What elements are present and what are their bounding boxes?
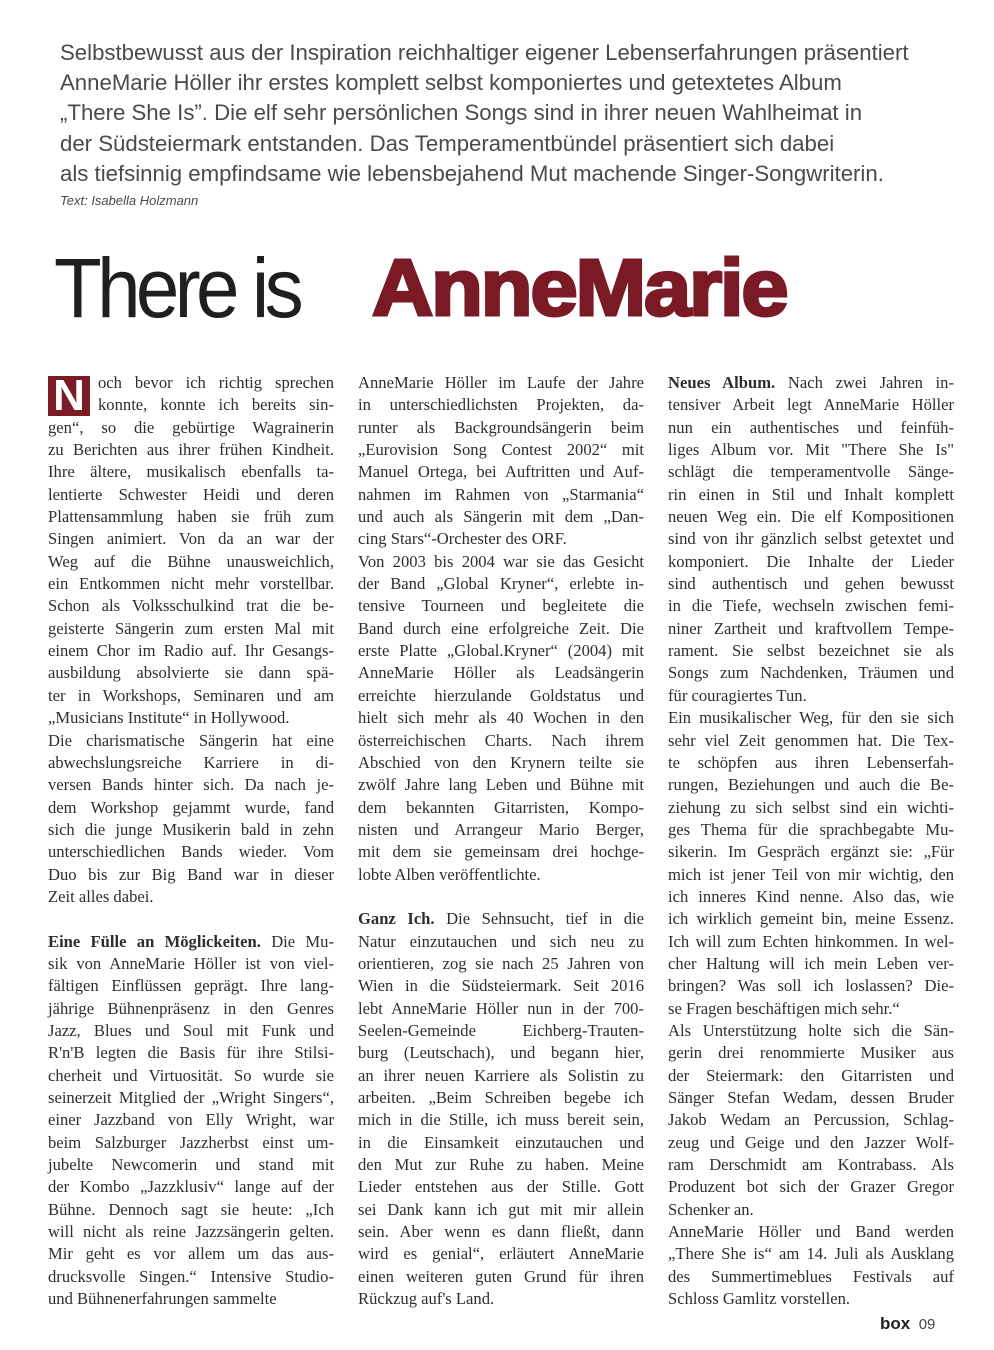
article-text: Nach zwei Jahren in- <box>787 373 954 392</box>
article-line: jährige Bühnenpräsenz in den Genres <box>48 998 334 1018</box>
article-line: mit dem sie gemeinsam drei hochge- <box>358 842 644 862</box>
article-line: ges Thema für die sprachbegabte Mu- <box>668 819 954 839</box>
article-line: cher Haltung will ich mein Leben ver- <box>668 953 954 973</box>
article-line: Seelen-Gemeinde Eichberg-Trauten- <box>358 1020 644 1040</box>
article-line: cing Stars“-Orchester des ORF. <box>358 529 567 549</box>
article-line <box>358 908 644 930</box>
section-heading: Neues Album. <box>668 373 776 392</box>
article-line: zu Berichten aus ihrer frühen Kindheit. <box>48 440 334 460</box>
article-line: „There She is“ am 14. Juli als Ausklang <box>668 1244 954 1264</box>
article-line: seinerzeit Mitglied der „Wright Singers“, <box>48 1088 334 1107</box>
article-line: sik von AnneMarie Höller ist von viel- <box>48 953 334 973</box>
article-line: dem Workshop gejammt wurde, fand <box>48 797 334 817</box>
page-footer <box>880 1314 935 1334</box>
article-line: nisten und Arrangeur Mario Berger, <box>358 819 644 839</box>
page-number: 09 <box>918 1316 936 1333</box>
article-line: ziehung zu sich selbst sind ein wichti- <box>668 797 954 817</box>
article-line: sich die junge Musikerin bald in zehn <box>48 819 334 839</box>
article-line <box>668 372 954 394</box>
magazine-logo: box <box>880 1314 911 1333</box>
article-line: in die Einsamkeit einzutauchen und <box>358 1132 644 1152</box>
article-column-1 <box>48 372 334 1310</box>
article-line: Mir geht es vor allem um das aus- <box>48 1244 334 1264</box>
article-line: Songs zum Nachdenken, Träumen und <box>668 663 954 683</box>
article-line: sei Dank kann ich gut mit mir allein <box>358 1199 644 1219</box>
article-line: och bevor ich richtig sprechen <box>98 373 334 392</box>
intro-line: „There She Is”. Die elf sehr persönlichen Songs sind in ihrer neuen Wahlheimat in <box>60 100 863 126</box>
article-line: runter als Backgroundsängerin beim <box>358 417 644 437</box>
paragraph-gap <box>48 908 334 930</box>
article-line: ein Entkommen nicht mehr vorstellbar. <box>48 574 334 594</box>
article-line: Schenker an. <box>668 1199 754 1219</box>
article-line: schlägt die temperamentvolle Sänge- <box>668 462 954 482</box>
author-credit: Text: Isabella Holzmann <box>60 193 199 208</box>
article-line: Als Unterstützung holte sich die Sän- <box>668 1020 954 1040</box>
intro-paragraph <box>60 38 960 189</box>
headline-light: There is <box>54 241 299 335</box>
article-line: orientieren, zog sie nach 25 Jahren von <box>358 953 644 973</box>
article-line: Ihre ältere, musikalisch ebenfalls ta- <box>48 462 334 482</box>
article-text: Die Mu- <box>271 931 335 951</box>
article-line: „Eurovision Song Contest 2002“ mit <box>358 440 644 460</box>
article-line: sikerin. Im Gespräch ergänzt sie: „Für <box>668 842 954 862</box>
article-line: Abschied von den Krynern teilte sie <box>358 752 644 772</box>
article-line: Rückzug auf's Land. <box>358 1289 495 1309</box>
article-line: rin einen in Stil und Inhalt komplett <box>668 484 954 504</box>
article-line: versen Bands hinter sich. Da nach je- <box>48 775 334 795</box>
intro-line: als tiefsinnig empfindsame wie lebensbejahend Mut machende Singer-Songwriterin. <box>60 160 884 186</box>
article-line <box>48 931 334 953</box>
article-line: Weg auf die Bühne unausweichlich, <box>48 551 334 571</box>
article-line: niner Zartheit und kraftvollem Tempe- <box>668 618 954 638</box>
article-text: Die Sehnsucht, tief in die <box>446 909 644 929</box>
article-line: rungen, Beziehungen und auch die Be- <box>668 775 954 795</box>
intro-line: der Südsteiermark entstanden. Das Temperamentbündel präsentiert sich dabei <box>60 130 835 156</box>
article-line: für couragiertes Tun. <box>668 685 807 705</box>
article-line: erreichte hierzulande Goldstatus und <box>358 685 644 705</box>
article-line: und Bühnenerfahrungen sammelte <box>48 1289 277 1309</box>
article-line: lebt AnneMarie Höller nun in der 700- <box>358 998 644 1018</box>
article-line: an ihrer neuen Karriere als Solistin zu <box>358 1065 644 1085</box>
article-line: Schon als Volksschulkind trat die be- <box>48 596 334 616</box>
article-line: Wien in die Südsteiermark. Seit 2016 <box>358 976 644 996</box>
article-line: nun ein authentisches und feinfüh- <box>668 417 954 437</box>
article-line: AnneMarie Höller im Laufe der Jahre <box>358 373 644 392</box>
article-line: nahmen im Rahmen von „Starmania“ <box>358 484 644 504</box>
headline-bold: AnneMarie <box>372 243 787 332</box>
article-line: der Band „Global Kryner“, erlebte in- <box>358 574 644 594</box>
article-line: Sänger Stefan Wedam, dessen Bruder <box>668 1088 954 1107</box>
article-line: österreichischen Charts. Nach ihrem <box>358 730 644 750</box>
article-line: geisterte Sängerin zum ersten Mal mit <box>48 618 334 638</box>
article-line: jubelte Newcomerin und stand mit <box>48 1155 334 1175</box>
article-line: Schloss Gamlitz vorstellen. <box>668 1289 851 1309</box>
section-heading: Ganz Ich. <box>358 909 435 929</box>
article-line: Natur einzutauchen und sich neu zu <box>358 931 644 951</box>
article-line: erste Platte „Global.Kryner“ (2004) mit <box>358 641 644 661</box>
article-line: Manuel Ortega, bei Auftritten und Auf- <box>358 462 644 482</box>
article-line: gen“, so die gebürtige Wagrainerin <box>48 417 334 437</box>
article-line: und auch als Sängerin mit dem „Dan- <box>358 507 644 527</box>
article-line: drucksvolle Singen.“ Intensive Studio- <box>48 1266 334 1286</box>
article-line: AnneMarie Höller als Leadsängerin <box>358 663 644 683</box>
article-line: Duo bis zur Big Band war in dieser <box>48 864 334 884</box>
article-line: Die charismatische Sängerin hat eine <box>48 730 334 750</box>
article-line: gerin drei renommierte Musiker aus <box>668 1043 954 1063</box>
article-line: sein. Aber wenn es dann fließt, dann <box>358 1222 644 1242</box>
article-line: te schöpfen aus ihren Lebenserfah- <box>668 752 954 772</box>
article-line: rament. Sie selbst bezeichnet sie als <box>668 641 954 661</box>
article-line: Jakob Wedam an Percussion, Schlag- <box>668 1110 954 1130</box>
article-line: tensiver Arbeit legt AnneMarie Höller <box>668 395 954 415</box>
article-line: in unterschiedlichsten Projekten, da- <box>358 395 644 415</box>
article-line: Von 2003 bis 2004 war sie das Gesicht <box>358 551 644 571</box>
article-line: der Steiermark: den Gitarristen und <box>668 1065 954 1085</box>
article-line: ich wirklich gemeint bin, meine Essenz. <box>668 909 954 929</box>
article-line: liges Album vor. Mit "There She Is" <box>668 440 954 460</box>
article-line: bringen? Was soll ich loslassen? Die- <box>668 976 954 996</box>
article-line: Bühne. Dennoch sagt sie heute: „Ich <box>48 1199 334 1219</box>
article-line: einer Jazzband von Elly Wright, war <box>48 1110 334 1130</box>
article-line: sehr viel Zeit genommen hat. Die Tex- <box>668 730 954 750</box>
article-line: Singen animiert. Von da an war der <box>48 529 334 549</box>
article-line: se Fragen beschäftigen mich sehr.“ <box>668 998 900 1018</box>
article-line: Band durch eine erfolgreiche Zeit. Die <box>358 618 644 638</box>
article-column-3 <box>668 372 954 1310</box>
article-line: AnneMarie Höller und Band werden <box>668 1222 954 1242</box>
article-line: R'n'B legten die Basis für ihre Stilsi- <box>48 1043 334 1063</box>
article-line: Produzent bot sich der Grazer Gregor <box>668 1177 954 1197</box>
article-line: abwechslungsreiche Karriere in di- <box>48 752 334 772</box>
article-line: burg (Leutschach), und begann hier, <box>358 1043 644 1063</box>
article-line: Ein musikalischer Weg, für den sie sich <box>668 708 954 728</box>
article-line: fältigen Einflüssen geprägt. Ihre lang- <box>48 976 334 996</box>
article-line: ich inneres Kind nenne. Also das, wie <box>668 886 954 906</box>
article-line: mich in die Stille, ich muss bereit sein, <box>358 1110 644 1130</box>
article-line: lobte Alben veröffentlichte. <box>358 864 541 884</box>
article-line: zeug und Geige und den Jazzer Wolf- <box>668 1132 954 1152</box>
article-line: arbeiten. „Beim Schreiben begebe ich <box>358 1088 644 1107</box>
article-line: „Musicians Institute“ in Hollywood. <box>48 708 290 728</box>
article-line: in die Tiefe, wechseln zwischen femi- <box>668 596 954 616</box>
article-line: cherheit und Virtuosität. So wurde sie <box>48 1065 334 1085</box>
article-line: konnte, konnte ich bereits sin- <box>98 395 334 415</box>
article-line: beim Salzburger Jazzherbst einst um- <box>48 1132 334 1152</box>
article-line: unterschiedlichen Bands wieder. Vom <box>48 842 334 862</box>
article-line: lentierte Schwester Heidi und deren <box>48 484 334 504</box>
article-line: des Summertimeblues Festivals auf <box>668 1266 954 1286</box>
article-line: Zeit alles dabei. <box>48 886 154 906</box>
article-line: Lieder entstehen aus der Stille. Gott <box>358 1177 644 1197</box>
article-column-2 <box>358 372 644 1310</box>
article-line: wird es genial“, erläutert AnneMarie <box>358 1244 644 1264</box>
article-line: komponiert. Die Inhalte der Lieder <box>668 551 954 571</box>
article-line: der Kombo „Jazzklusiv“ lange auf der <box>48 1177 334 1197</box>
paragraph-gap <box>358 886 644 908</box>
article-line: zwölf Jahre lang Leben und Bühne mit <box>358 775 644 795</box>
intro-line: AnneMarie Höller ihr erstes komplett selbst komponiertes und getextetes Album <box>60 70 842 96</box>
article-line: den Mut zur Ruhe zu haben. Meine <box>358 1155 644 1175</box>
article-line: ausbildung absolvierte sie dann spä- <box>48 663 334 683</box>
headline <box>54 238 787 338</box>
article-line: hielt sich mehr als 40 Wochen in den <box>358 708 644 728</box>
article-line: Ich will zum Echten hinkommen. In wel- <box>668 931 954 951</box>
drop-cap: N <box>48 376 90 416</box>
article-line: ter in Workshops, Seminaren und am <box>48 685 334 705</box>
article-line: sind von ihr gänzlich selbst getextet und <box>668 529 954 549</box>
article-line: dem bekannten Gitarristen, Kompo- <box>358 797 644 817</box>
article-line: sind authentisch und gehen bewusst <box>668 574 954 594</box>
article-line: will nicht als reine Jazzsängerin gelten. <box>48 1222 334 1242</box>
section-heading: Eine Fülle an Möglickeiten. <box>48 931 261 951</box>
article-line: einem Chor im Radio auf. Ihr Gesangs- <box>48 641 334 661</box>
article-line: tensive Tourneen und begleitete die <box>358 596 644 616</box>
article-line: Plattensammlung haben sie früh zum <box>48 507 334 527</box>
article-line: mich ist jener Teil von mir wichtig, den <box>668 864 954 884</box>
article-line: einen weiteren guten Grund für ihren <box>358 1266 644 1286</box>
article-line: neuen Weg ein. Die elf Kompositionen <box>668 507 954 527</box>
article-line: Jazz, Blues und Soul mit Funk und <box>48 1020 334 1040</box>
article-line: ram Derschmidt am Kontrabass. Als <box>668 1155 954 1175</box>
intro-line: Selbstbewusst aus der Inspiration reichhaltiger eigener Lebenserfahrungen präsentiert <box>60 40 909 65</box>
